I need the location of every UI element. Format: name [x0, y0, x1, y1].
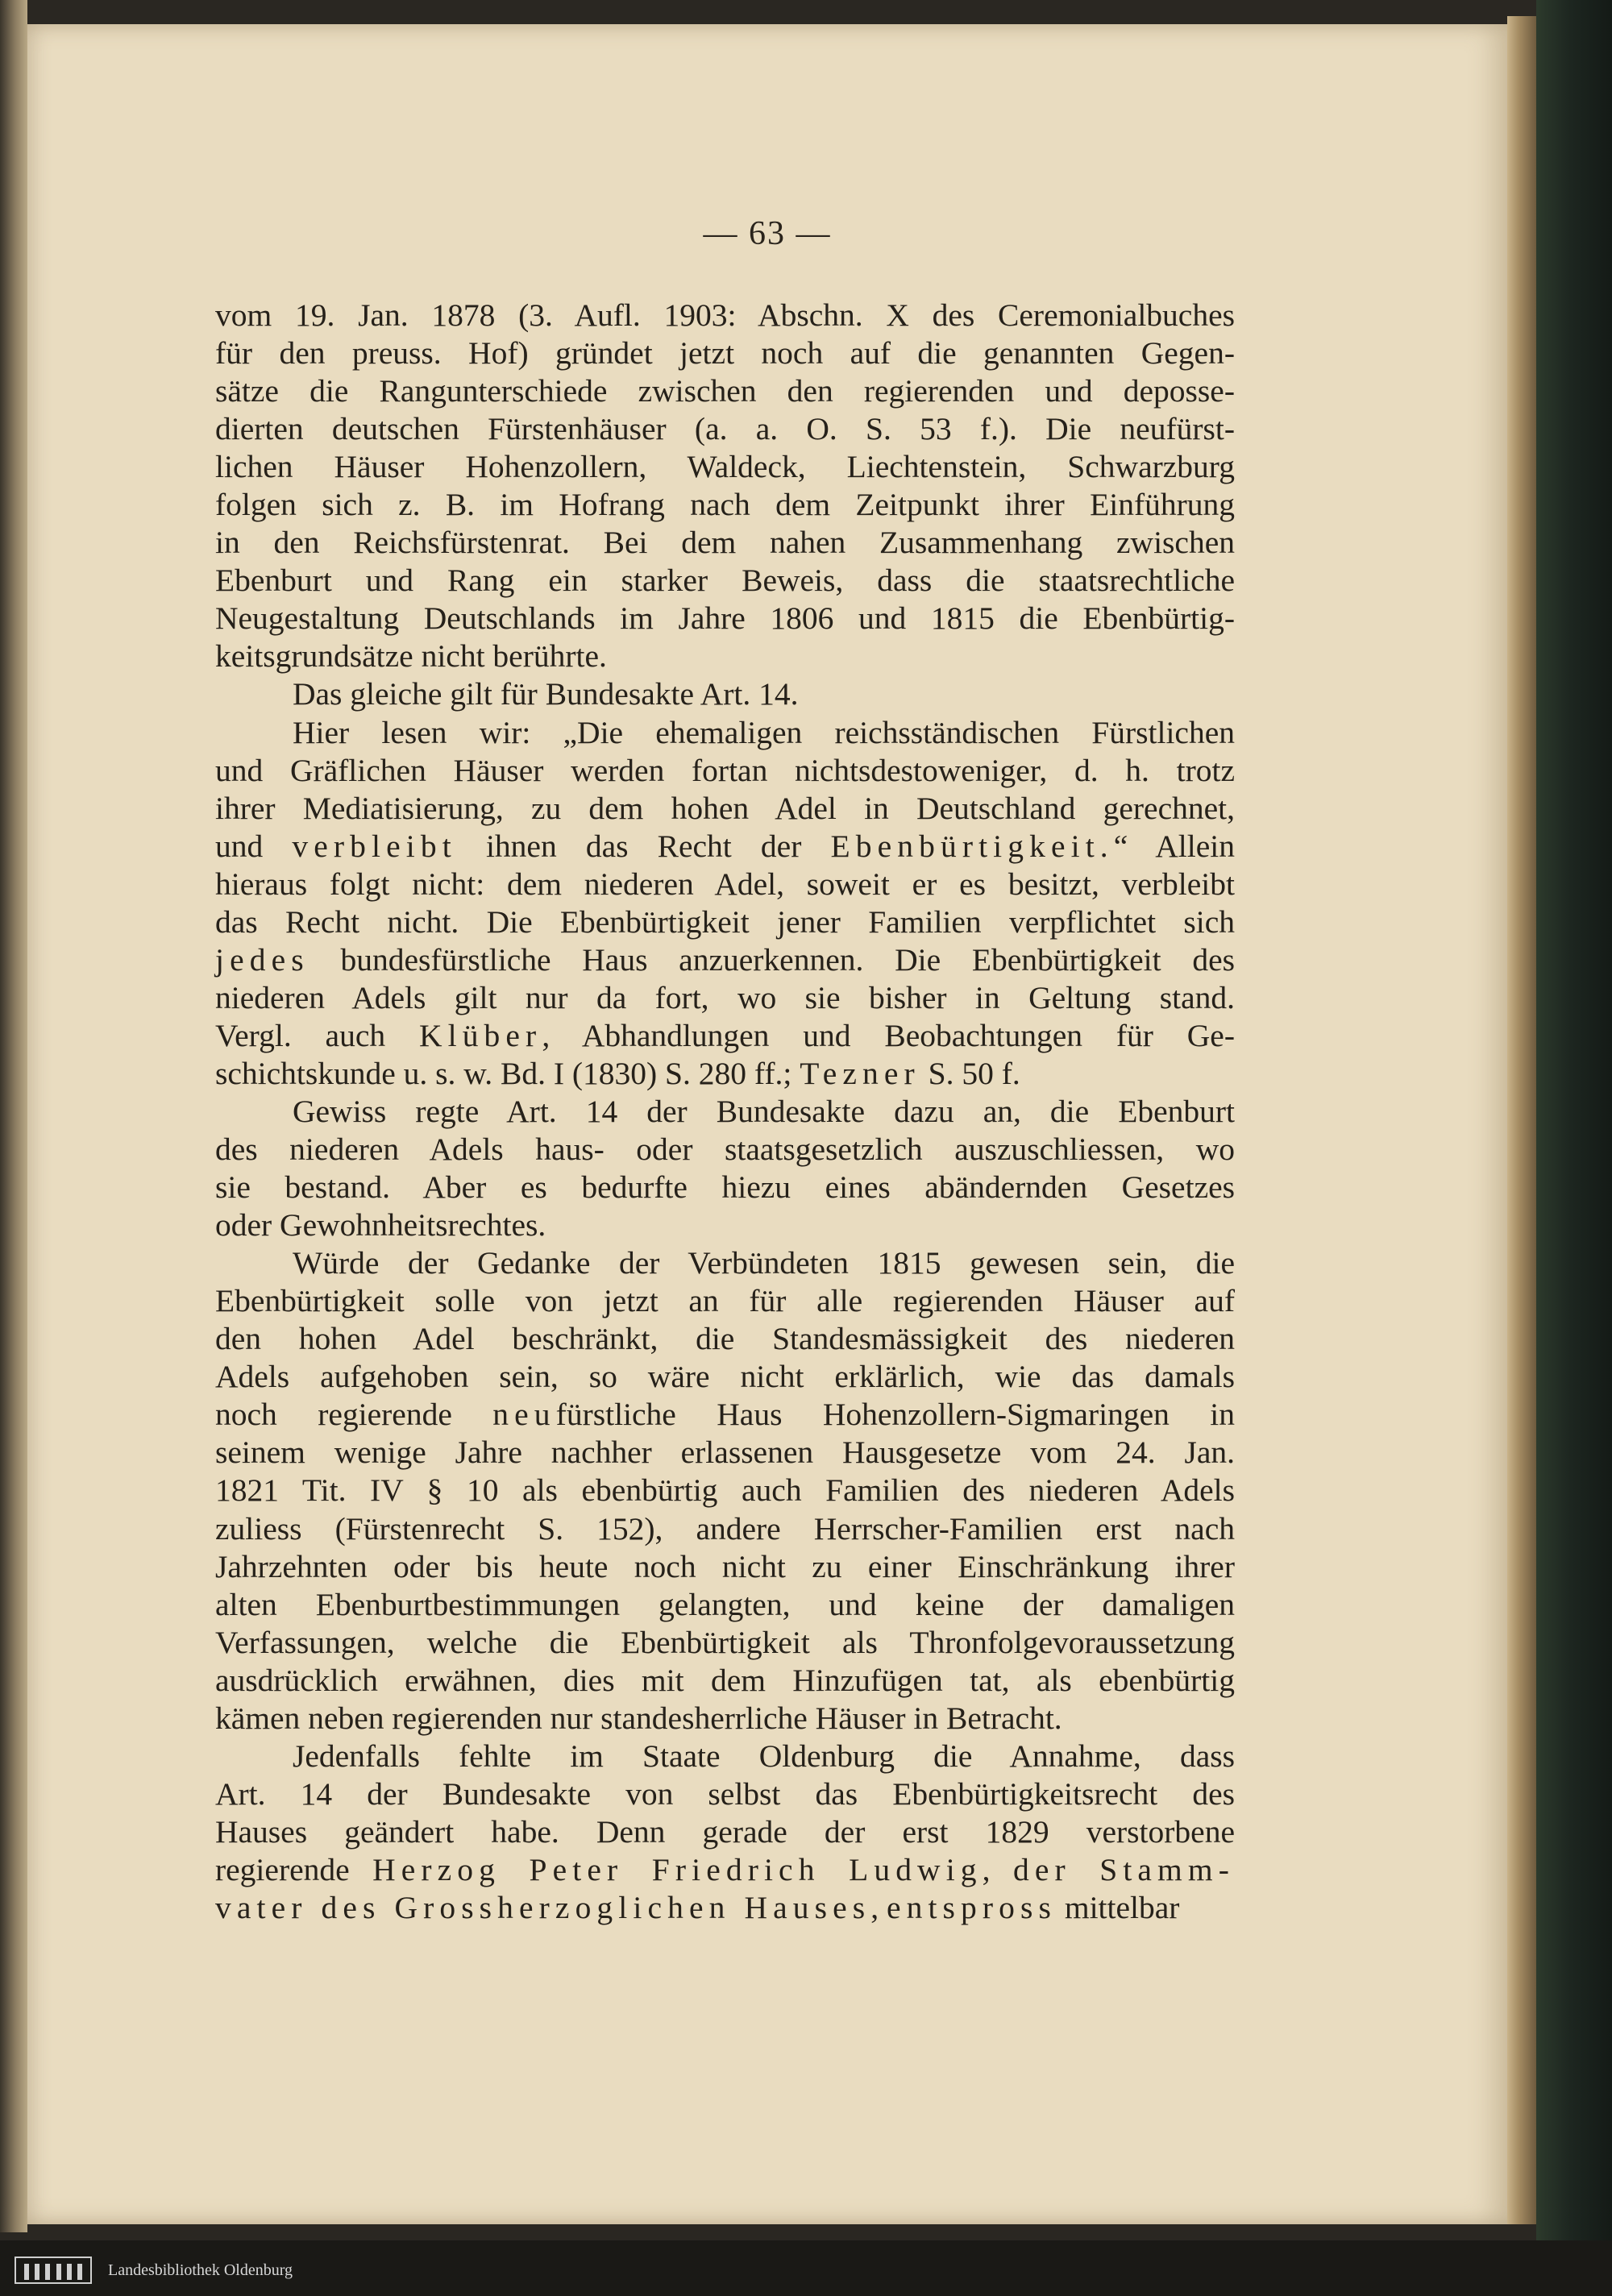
text-segment: dierten deutschen Fürstenhäuser (a. a. O. S. 53 f.). Die neufürst-: [215, 411, 1235, 447]
text-segment: den hohen Adel beschränkt, die Standesmässigkeit des niederen: [215, 1321, 1235, 1357]
text-line: [215, 1548, 1235, 1586]
text-segment: Jahrzehnten oder bis heute noch nicht zu einer Einschränkung ihrer: [215, 1548, 1235, 1584]
text-segment: alten Ebenburtbestimmungen gelangten, und keine der damaligen: [215, 1586, 1235, 1622]
text-line: [215, 297, 1235, 334]
book-page: [27, 24, 1507, 2224]
text-line: [215, 1775, 1235, 1813]
spaced-emphasis: Klüber: [418, 1017, 542, 1053]
text-segment: sätze die Rangunterschiede zwischen den regierenden und deposse-: [215, 373, 1235, 409]
text-line: [215, 1624, 1235, 1662]
text-segment: ,: [982, 1851, 1013, 1887]
text-segment: schichtskunde u. s. w. Bd. I (1830) S. 280 ff.;: [215, 1055, 800, 1091]
text-line: [215, 979, 1235, 1017]
text-segment: ihrer Mediatisierung, zu dem hohen Adel in Deutschland gerechnet,: [215, 790, 1235, 826]
text-line: [215, 675, 1235, 713]
text-segment: mittelbar: [1056, 1889, 1180, 1925]
text-segment: und Gräflichen Häuser werden fortan nichtsdestoweniger, d. h. trotz: [215, 752, 1235, 788]
text-segment: Art. 14 der Bundesakte von selbst das Ebenbürtigkeitsrecht des: [215, 1775, 1235, 1812]
text-line: [215, 1510, 1235, 1548]
text-line: [215, 1093, 1235, 1131]
text-segment: keitsgrundsätze nicht berührte.: [215, 638, 607, 675]
text-segment: S. 50 f.: [920, 1055, 1020, 1091]
text-segment: kämen neben regierenden nur standesherrliche Häuser in Betracht.: [215, 1700, 1062, 1736]
library-building-icon: [15, 2257, 92, 2284]
text-segment: sie bestand. Aber es bedurfte hiezu eines abändernden Gesetzes: [215, 1169, 1235, 1206]
text-line: [215, 1813, 1235, 1851]
text-segment: und: [215, 828, 293, 864]
text-line: [215, 1889, 1235, 1927]
text-segment: Hier lesen wir: „Die ehemaligen reichsständischen Fürstlichen: [293, 714, 1235, 750]
text-segment: Hauses geändert habe. Denn gerade der erst 1829 verstorbene: [215, 1813, 1235, 1850]
text-line: [215, 866, 1235, 903]
text-line: [215, 1738, 1235, 1775]
text-segment: für den preuss. Hof) gründet jetzt noch auf die genannten Gegen-: [215, 335, 1235, 372]
text-segment: folgen sich z. B. im Hofrang nach dem Zeitpunkt ihrer Einführung: [215, 487, 1235, 523]
text-line: [215, 372, 1235, 410]
text-line: [215, 1396, 1235, 1434]
text-segment: fürstliche Haus Hohenzollern-Sigmaringen in: [555, 1397, 1235, 1433]
text-segment: oder Gewohnheitsrechtes.: [215, 1207, 546, 1243]
spaced-emphasis: neu: [492, 1397, 556, 1433]
text-line: [215, 1358, 1235, 1396]
text-line: [215, 1131, 1235, 1169]
text-segment: hieraus folgt nicht: dem niederen Adel, soweit er es besitzt, verbleibt: [215, 866, 1235, 902]
text-segment: seinem wenige Jahre nachher erlassenen Hausgesetze vom 24. Jan.: [215, 1434, 1235, 1471]
text-segment: ihnen das Recht der: [456, 828, 831, 864]
text-segment: Ebenburt und Rang ein starker Beweis, dass die staatsrechtliche: [215, 563, 1235, 599]
text-line: [215, 1472, 1235, 1509]
body-text: [215, 297, 1235, 1927]
text-segment: Würde der Gedanke der Verbündeten 1815 gewesen sein, die: [293, 1245, 1235, 1281]
spaced-emphasis: Tezner: [800, 1055, 920, 1091]
text-segment: lichen Häuser Hohenzollern, Waldeck, Liechtenstein, Schwarzburg: [215, 449, 1235, 485]
text-line: [215, 1586, 1235, 1624]
text-line: [215, 1434, 1235, 1472]
text-line: [215, 1206, 1235, 1244]
text-line: [215, 486, 1235, 524]
text-line: [215, 1282, 1235, 1320]
text-segment: “ Allein: [1113, 828, 1236, 864]
text-line: [215, 600, 1235, 637]
text-segment: Jedenfalls fehlte im Staate Oldenburg die Annahme, dass: [293, 1738, 1235, 1774]
text-segment: noch regierende: [215, 1397, 493, 1433]
text-segment: Gewiss regte Art. 14 der Bundesakte dazu an, die Ebenburt: [293, 1093, 1235, 1129]
text-segment: 1821 Tit. IV § 10 als ebenbürtig auch Familien des niederen Adels: [215, 1472, 1235, 1509]
text-line: [215, 448, 1235, 486]
text-line: [215, 637, 1235, 675]
text-line: [215, 334, 1235, 372]
text-segment: Adels aufgehoben sein, so wäre nicht erklärlich, wie das damals: [215, 1359, 1235, 1395]
text-segment: das Recht nicht. Die Ebenbürtigkeit jener Familien verpflichtet sich: [215, 903, 1235, 940]
text-line: [215, 903, 1235, 941]
text-segment: Neugestaltung Deutschlands im Jahre 1806 und 1815 die Ebenbürtig-: [215, 600, 1235, 637]
text-segment: , Abhandlungen und Beobachtungen für Ge-: [542, 1017, 1235, 1053]
text-line: [215, 941, 1235, 979]
spaced-emphasis: vater des Grossherzoglichen Hauses: [215, 1889, 871, 1925]
text-line: [215, 1169, 1235, 1206]
spaced-emphasis: jedes: [215, 941, 310, 978]
text-segment: zuliess (Fürstenrecht S. 152), andere Herrscher-Familien erst nach: [215, 1510, 1235, 1547]
text-line: [215, 1700, 1235, 1738]
text-segment: Verfassungen, welche die Ebenbürtigkeit als Thronfolgevoraussetzung: [215, 1624, 1235, 1660]
text-segment: Das gleiche gilt für Bundesakte Art. 14.: [293, 676, 799, 712]
text-line: [215, 1055, 1235, 1093]
text-segment: vom 19. Jan. 1878 (3. Aufl. 1903: Abschn. X des Ceremonialbuches: [215, 297, 1235, 333]
text-segment: ausdrücklich erwähnen, dies mit dem Hinzufügen tat, als ebenbürtig: [215, 1662, 1235, 1698]
text-line: [215, 1017, 1235, 1055]
page-number: — 63 —: [703, 215, 832, 252]
spaced-emphasis: Herzog Peter Friedrich Ludwig: [372, 1851, 983, 1887]
text-line: [215, 1320, 1235, 1358]
text-line: [215, 790, 1235, 828]
library-name: Landesbibliothek Oldenburg: [108, 2261, 293, 2279]
text-segment: Vergl. auch: [215, 1017, 419, 1053]
spaced-emphasis: verbleibt: [292, 828, 457, 864]
book-cover-edge: [1536, 0, 1612, 2240]
text-line: [215, 1662, 1235, 1700]
spaced-emphasis: entspross: [886, 1889, 1057, 1925]
text-segment: bundesfürstliche Haus anzuerkennen. Die Ebenbürtigkeit des: [309, 941, 1235, 978]
text-segment: in den Reichsfürstenrat. Bei dem nahen Zusammenhang zwischen: [215, 525, 1235, 561]
text-line: [215, 714, 1235, 752]
text-segment: niederen Adels gilt nur da fort, wo sie bisher in Geltung stand.: [215, 979, 1235, 1015]
text-line: [215, 752, 1235, 790]
text-line: [215, 562, 1235, 600]
text-line: [215, 1244, 1235, 1282]
book-left-edge: [0, 0, 27, 2232]
text-line: [215, 410, 1235, 448]
text-segment: des niederen Adels haus- oder staatsgesetzlich auszuschliessen, wo: [215, 1131, 1235, 1168]
spaced-emphasis: der Stamm-: [1012, 1851, 1235, 1887]
text-line: [215, 828, 1235, 866]
text-segment: regierende: [215, 1851, 373, 1887]
text-line: [215, 524, 1235, 562]
text-segment: Ebenbürtigkeit solle von jetzt an für alle regierenden Häuser auf: [215, 1283, 1235, 1319]
text-line: [215, 1851, 1235, 1889]
book-gutter: [1507, 16, 1536, 2224]
spaced-emphasis: Ebenbürtigkeit.: [830, 828, 1114, 864]
text-segment: ,: [870, 1889, 887, 1925]
